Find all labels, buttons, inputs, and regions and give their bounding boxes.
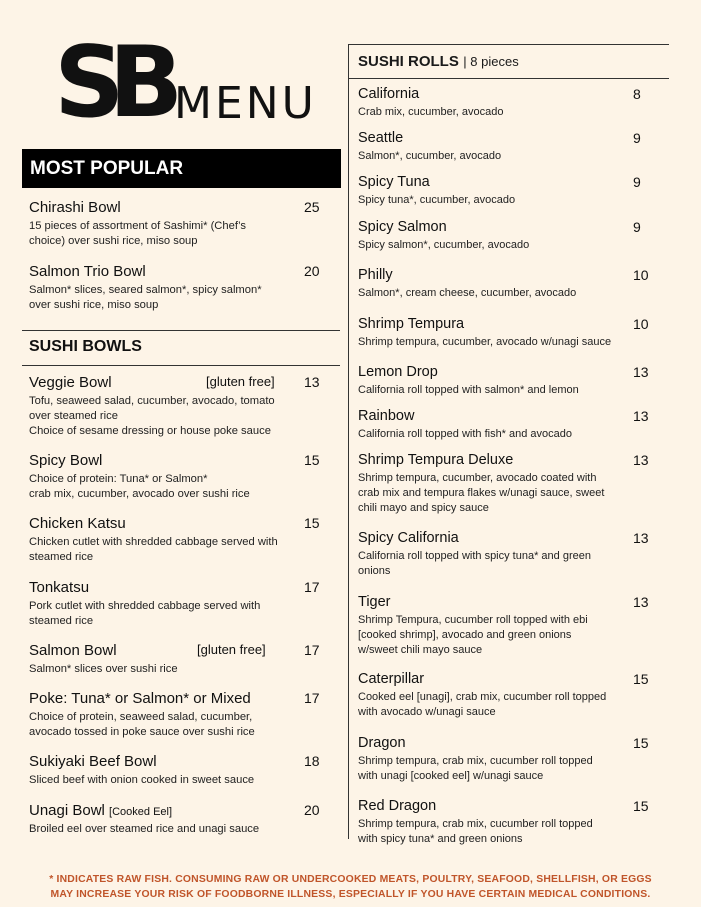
item-name-text: Tiger	[358, 594, 391, 610]
menu-item	[358, 671, 658, 720]
menu-item	[358, 174, 658, 208]
item-name-text: Unagi Bowl	[29, 802, 105, 819]
description-line: Chicken cutlet with shredded cabbage served with	[29, 536, 278, 548]
item-price: 10	[633, 316, 649, 332]
item-price: 9	[633, 219, 641, 235]
item-price: 9	[633, 174, 641, 190]
menu-item	[29, 579, 329, 629]
item-name-text: Spicy California	[358, 530, 459, 546]
item-name-text: Poke: Tuna* or Salmon* or Mixed	[29, 690, 251, 707]
description-line: steamed rice	[29, 551, 94, 563]
item-name	[29, 579, 329, 596]
menu-item	[29, 690, 329, 740]
item-price: 17	[304, 642, 320, 658]
item-name-text: Chicken Katsu	[29, 515, 126, 532]
sushi-rolls-subtitle: | 8 pieces	[463, 54, 519, 69]
item-description	[29, 822, 329, 837]
item-price: 25	[304, 199, 320, 215]
item-price: 15	[633, 735, 649, 751]
description-line: Choice of protein, seaweed salad, cucumber,	[29, 711, 253, 723]
item-price: 18	[304, 753, 320, 769]
description-line: Shrimp tempura, crab mix, cucumber roll topped	[358, 818, 593, 830]
menu-item	[358, 316, 658, 350]
item-description	[358, 383, 658, 398]
menu-item	[358, 364, 658, 398]
menu-item	[358, 86, 658, 120]
item-name	[358, 452, 658, 468]
sushi-bowls-title: SUSHI BOWLS	[29, 338, 142, 355]
item-price: 15	[304, 452, 320, 468]
description-line: California roll topped with spicy tuna* and green	[358, 550, 591, 562]
item-description	[29, 472, 329, 502]
item-name-text: Shrimp Tempura	[358, 316, 465, 332]
description-line: 15 pieces of assortment of Sashimi* (Chef’s	[29, 220, 247, 232]
item-price: 8	[633, 86, 641, 102]
item-name	[358, 219, 658, 235]
item-price: 20	[304, 802, 320, 818]
description-line: crab mix and tempura flakes w/unagi sauce, sweet	[358, 487, 605, 499]
item-name	[29, 642, 329, 659]
item-name	[29, 452, 329, 469]
item-price: 17	[304, 579, 320, 595]
item-description	[358, 193, 658, 208]
item-price: 13	[633, 364, 649, 380]
item-description	[358, 690, 658, 720]
menu-item	[358, 267, 658, 301]
item-price: 13	[633, 452, 649, 468]
warning-line-2: MAY INCREASE YOUR RISK OF FOODBORNE ILLNESS, ESPECIALLY IF YOU HAVE CERTAIN MEDICAL CONDITIONS.	[50, 889, 651, 900]
item-name-text: Rainbow	[358, 408, 415, 424]
item-name	[29, 263, 329, 280]
description-line: Shrimp tempura, cucumber, avocado w/unagi sauce	[358, 336, 612, 348]
item-price: 13	[633, 408, 649, 424]
item-name-text: Red Dragon	[358, 798, 437, 814]
sushi-rolls-header	[358, 53, 519, 71]
description-line: Spicy salmon*, cucumber, avocado	[358, 239, 530, 251]
divider	[348, 44, 669, 45]
description-line: steamed rice	[29, 615, 94, 627]
raw-fish-warning	[0, 872, 701, 902]
item-description	[358, 427, 658, 442]
menu-item	[29, 642, 329, 677]
description-line: avocado tossed in poke sauce over sushi rice	[29, 726, 255, 738]
description-line: Salmon* slices over sushi rice	[29, 663, 178, 675]
description-line: Shrimp tempura, crab mix, cucumber roll topped	[358, 755, 593, 767]
divider	[22, 365, 340, 366]
item-price: 13	[633, 594, 649, 610]
menu-item	[358, 452, 658, 516]
item-name-text: Salmon Bowl	[29, 642, 117, 659]
item-name	[358, 267, 658, 283]
column-divider	[348, 44, 349, 839]
description-line: Salmon*, cucumber, avocado	[358, 150, 502, 162]
item-name-text: Spicy Tuna	[358, 174, 430, 190]
item-description	[29, 219, 329, 249]
divider	[22, 330, 340, 331]
item-name-text: Chirashi Bowl	[29, 199, 121, 216]
item-name-text: Spicy Salmon	[358, 219, 447, 235]
item-description	[358, 817, 658, 847]
menu-item	[29, 452, 329, 502]
divider	[348, 78, 669, 79]
item-name	[358, 86, 658, 102]
item-name-text: Caterpillar	[358, 671, 425, 687]
item-price: 9	[633, 130, 641, 146]
most-popular-title: MOST POPULAR	[22, 149, 341, 188]
menu-item	[358, 798, 658, 847]
menu-item	[358, 219, 658, 253]
item-price: 10	[633, 267, 649, 283]
description-line: Pork cutlet with shredded cabbage served with	[29, 600, 261, 612]
menu-item	[358, 530, 658, 579]
description-line: Choice of sesame dressing or house poke sauce	[29, 425, 271, 437]
menu-item	[358, 735, 658, 784]
item-name	[29, 515, 329, 532]
description-line: chili mayo and spicy sauce	[358, 502, 489, 514]
sushi-rolls-title: SUSHI ROLLS	[358, 53, 459, 70]
item-name	[358, 316, 658, 332]
item-description	[358, 613, 658, 658]
item-description	[358, 105, 658, 120]
item-description	[29, 599, 329, 629]
description-line: [cooked shrimp], avocado and green onions	[358, 629, 572, 641]
item-description	[29, 773, 329, 788]
menu-item	[29, 753, 329, 788]
description-line: Choice of protein: Tuna* or Salmon*	[29, 473, 208, 485]
description-line: Spicy tuna*, cucumber, avocado	[358, 194, 516, 206]
item-name	[358, 408, 658, 424]
item-description	[358, 286, 658, 301]
menu-item	[358, 408, 658, 442]
description-line: California roll topped with fish* and avocado	[358, 428, 573, 440]
description-line: with avocado w/unagi sauce	[358, 706, 496, 718]
item-name	[358, 735, 658, 751]
item-description	[358, 549, 658, 579]
item-price: 15	[633, 798, 649, 814]
menu-item	[29, 374, 329, 439]
description-line: Broiled eel over steamed rice and unagi sauce	[29, 823, 260, 835]
item-name	[358, 594, 658, 610]
item-name-text: Lemon Drop	[358, 364, 438, 380]
menu-item	[29, 199, 329, 249]
item-price: 15	[633, 671, 649, 687]
description-line: Sliced beef with onion cooked in sweet sauce	[29, 774, 255, 786]
item-description	[29, 394, 329, 439]
description-line: Salmon*, cream cheese, cucumber, avocado	[358, 287, 577, 299]
menu-item	[29, 802, 329, 837]
menu-item	[29, 263, 329, 313]
item-name-text: Veggie Bowl	[29, 374, 112, 391]
item-name-text: Spicy Bowl	[29, 452, 103, 469]
item-name	[358, 364, 658, 380]
item-description	[358, 754, 658, 784]
item-name	[358, 798, 658, 814]
description-line: Shrimp Tempura, cucumber roll topped with ebi	[358, 614, 588, 626]
item-name-text: Salmon Trio Bowl	[29, 263, 146, 280]
item-name	[29, 690, 329, 707]
description-line: over steamed rice	[29, 410, 118, 422]
item-name	[29, 802, 329, 819]
item-name-text: Dragon	[358, 735, 406, 751]
item-name-text: Sukiyaki Beef Bowl	[29, 753, 157, 770]
item-description	[29, 535, 329, 565]
description-line: with spicy tuna* and green onions	[358, 833, 523, 845]
gluten-free-tag: [gluten free]	[206, 374, 275, 389]
item-description	[29, 710, 329, 740]
description-line: Salmon* slices, seared salmon*, spicy salmon*	[29, 284, 262, 296]
item-name-text: Tonkatsu	[29, 579, 90, 596]
item-name	[358, 671, 658, 687]
item-name	[29, 753, 329, 770]
item-description	[358, 149, 658, 164]
warning-line-1: * INDICATES RAW FISH. CONSUMING RAW OR UNDERCOOKED MEATS, POULTRY, SEAFOOD, SHELLFISH, OR EGGS	[49, 874, 652, 885]
description-line: onions	[358, 565, 391, 577]
item-name	[29, 374, 329, 391]
item-name-text: Shrimp Tempura Deluxe	[358, 452, 514, 468]
item-name-text: Seattle	[358, 130, 404, 146]
description-line: crab mix, cucumber, avocado over sushi rice	[29, 488, 250, 500]
item-name	[358, 174, 658, 190]
item-price: 20	[304, 263, 320, 279]
description-line: w/sweet chili mayo sauce	[358, 644, 483, 656]
item-price: 17	[304, 690, 320, 706]
menu-item	[29, 515, 329, 565]
logo-letters: SB	[54, 26, 168, 140]
item-name-text: Philly	[358, 267, 393, 283]
logo-word: MENU	[174, 78, 317, 129]
item-description	[358, 238, 658, 253]
gluten-free-tag: [gluten free]	[197, 642, 266, 657]
item-note: [Cooked Eel]	[109, 806, 173, 818]
description-line: over sushi rice, miso soup	[29, 299, 159, 311]
item-name	[29, 199, 329, 216]
description-line: Tofu, seaweed salad, cucumber, avocado, tomato	[29, 395, 275, 407]
menu-item	[358, 130, 658, 164]
description-line: choice) over sushi rice, miso soup	[29, 235, 198, 247]
item-name	[358, 130, 658, 146]
item-name-text: California	[358, 86, 420, 102]
item-description	[29, 283, 329, 313]
item-name	[358, 530, 658, 546]
menu-item	[358, 594, 658, 658]
item-price: 15	[304, 515, 320, 531]
item-description	[358, 471, 658, 516]
item-description	[358, 335, 658, 350]
item-price: 13	[304, 374, 320, 390]
description-line: California roll topped with salmon* and lemon	[358, 384, 579, 396]
description-line: with unagi [cooked eel] w/unagi sauce	[358, 770, 544, 782]
description-line: Shrimp tempura, cucumber, avocado coated with	[358, 472, 597, 484]
item-price: 13	[633, 530, 649, 546]
item-description	[29, 662, 329, 677]
description-line: Crab mix, cucumber, avocado	[358, 106, 504, 118]
description-line: Cooked eel [unagi], crab mix, cucumber roll topped	[358, 691, 607, 703]
